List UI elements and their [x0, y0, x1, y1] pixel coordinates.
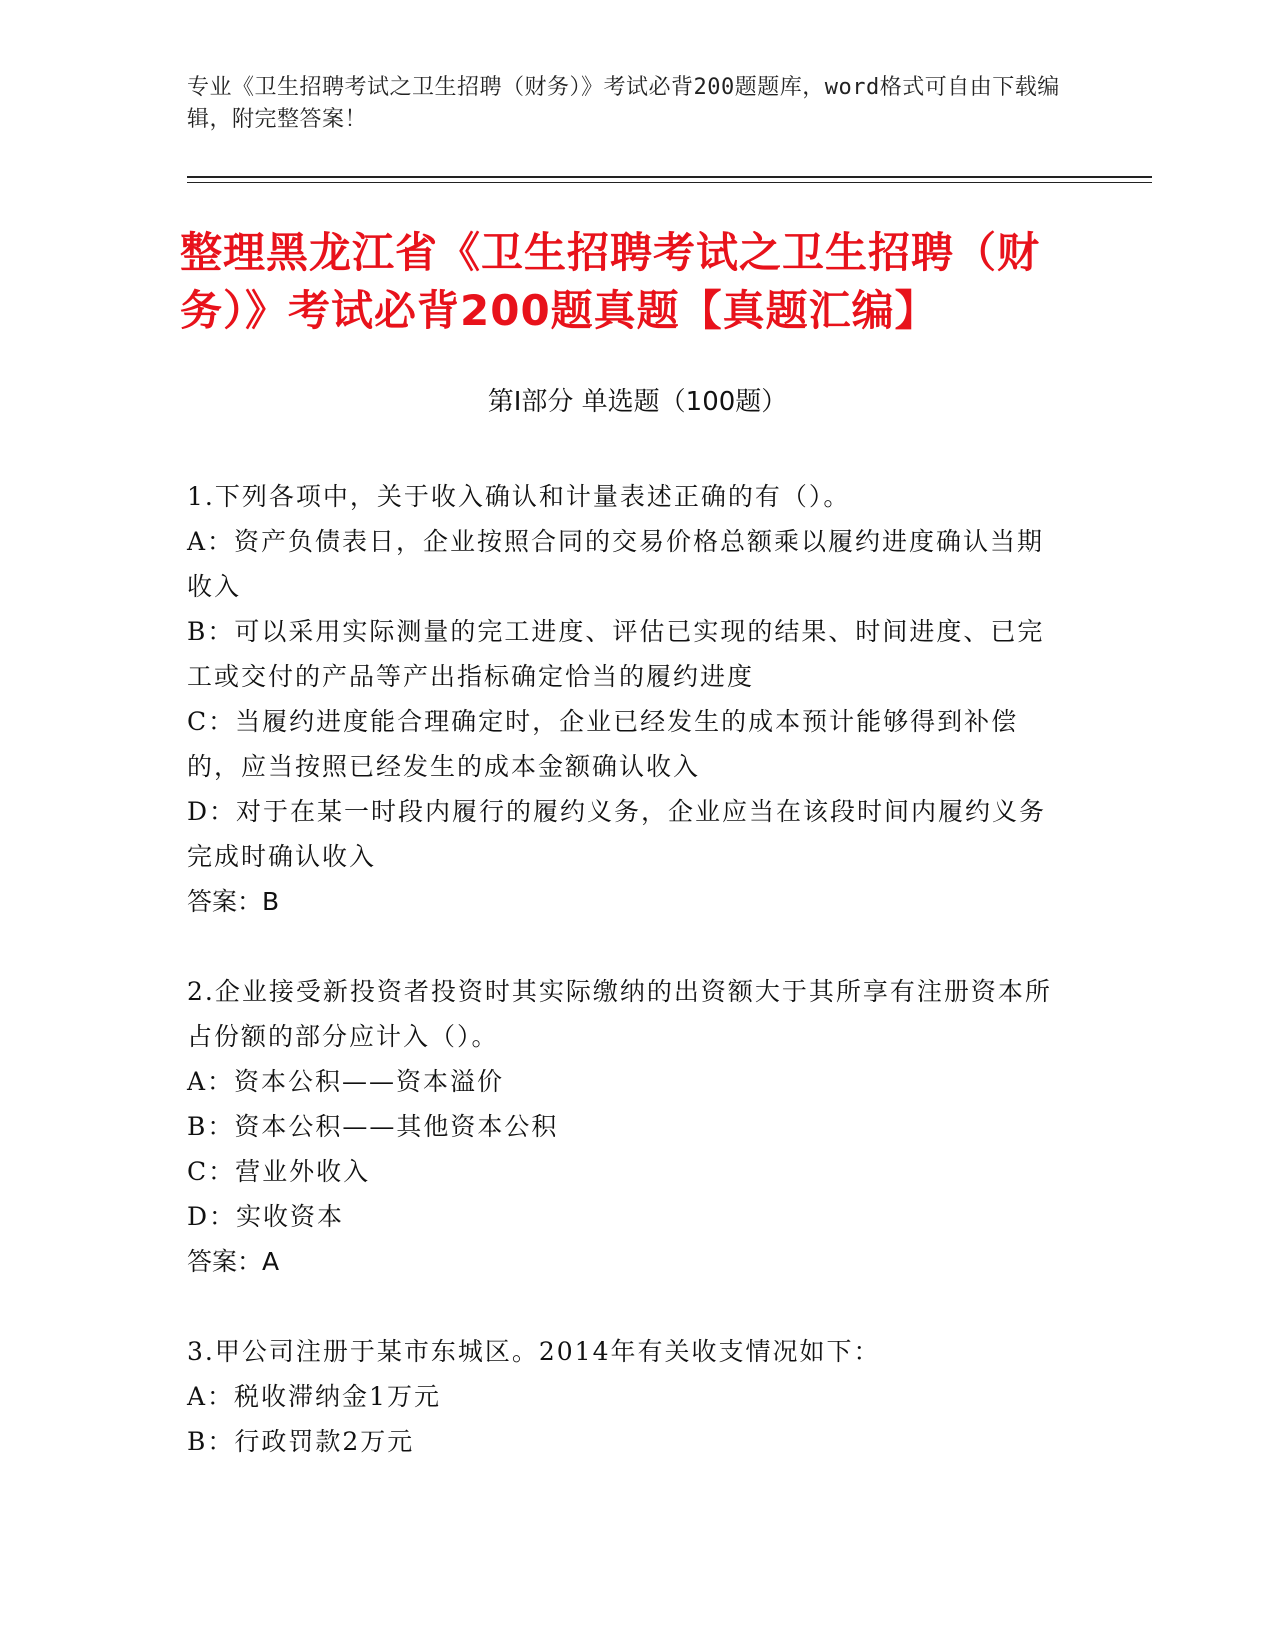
question-stem: 3.甲公司注册于某市东城区。2014年有关收支情况如下：	[187, 1337, 881, 1366]
question-stem: 2.企业接受新投资者投资时其实际缴纳的出资额大于其所享有注册资本所占份额的部分应计入（）。	[187, 977, 1052, 1051]
header-divider-thick	[187, 176, 1152, 178]
option-a: A：资产负债表日，企业按照合同的交易价格总额乘以履约进度确认当期收入	[187, 527, 1045, 601]
answer: 答案：B	[187, 887, 280, 916]
option-b: B：行政罚款2万元	[187, 1427, 415, 1456]
option-a: A：资本公积——资本溢价	[187, 1067, 505, 1096]
question-3	[187, 1329, 1067, 1464]
option-d: D：实收资本	[187, 1202, 345, 1231]
document-title: 整理黑龙江省《卫生招聘考试之卫生招聘（财务）》考试必背200题真题【真题汇编】	[180, 228, 1041, 335]
question-stem: 1.下列各项中，关于收入确认和计量表述正确的有（）。	[187, 482, 851, 511]
section-heading: 第I部分 单选题（100题）	[487, 387, 788, 417]
option-d: D：对于在某一时段内履行的履约义务，企业应当在该段时间内履约义务完成时确认收入	[187, 797, 1047, 871]
answer: 答案：A	[187, 1247, 280, 1276]
header-note: 专业《卫生招聘考试之卫生招聘（财务）》考试必背200题题库，word格式可自由下载编辑，附完整答案！	[187, 75, 1060, 132]
question-2	[187, 969, 1067, 1284]
header-divider-thin	[187, 182, 1152, 183]
option-a: A：税收滞纳金1万元	[187, 1382, 441, 1411]
option-b: B：可以采用实际测量的完工进度、评估已实现的结果、时间进度、已完工或交付的产品等产出指标确定恰当的履约进度	[187, 617, 1045, 691]
option-c: C：营业外收入	[187, 1157, 371, 1186]
question-1	[187, 474, 1067, 924]
option-c: C：当履约进度能合理确定时，企业已经发生的成本预计能够得到补偿的，应当按照已经发生的成本金额确认收入	[187, 707, 1019, 781]
question-list	[187, 474, 1067, 1509]
option-b: B：资本公积——其他资本公积	[187, 1112, 559, 1141]
